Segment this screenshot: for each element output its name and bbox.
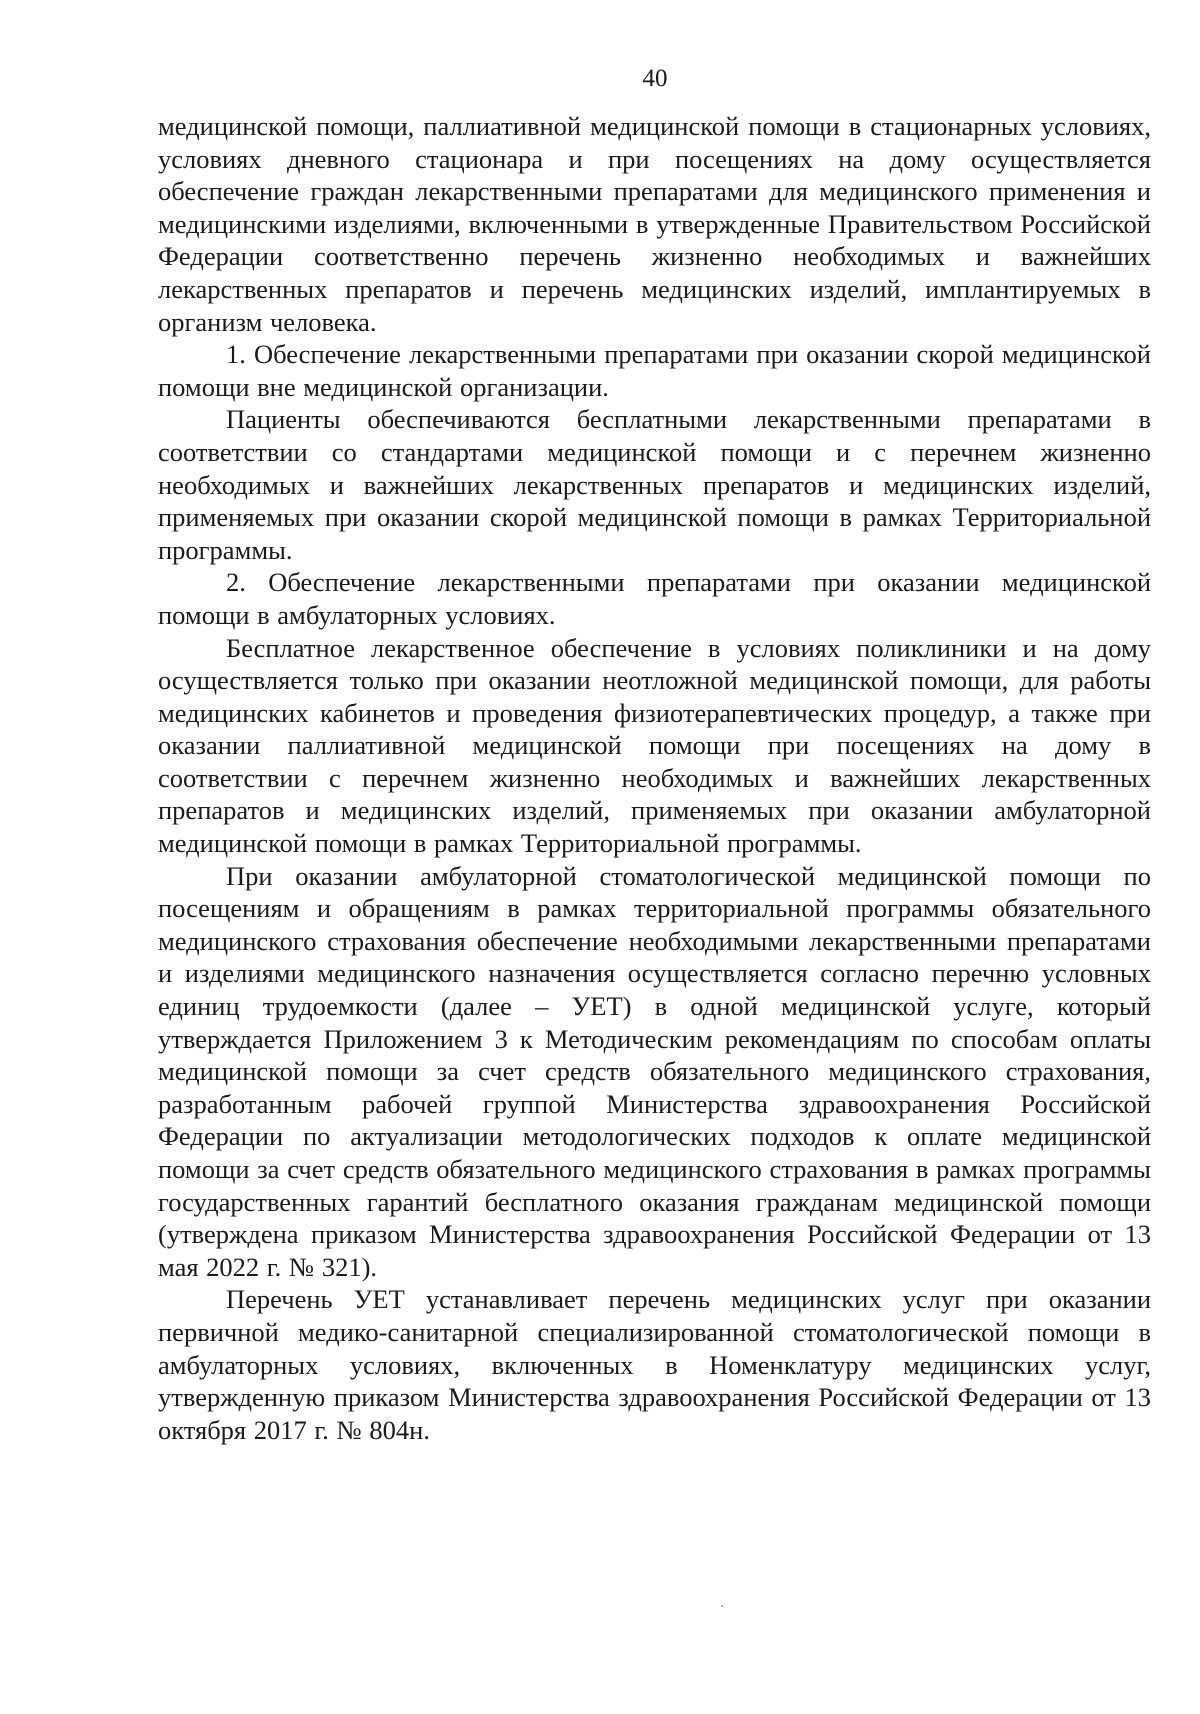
paragraph: медицинской помощи, паллиативной медицинской помощи в стационарных условиях, условиях дневного стационара и при посещениях на дому осуществляется обеспечение граждан лекарственными препаратами для медицинского применения и медицинскими изделиями, включенными в утвержденные Правительством Российской Федерации соответственно перечень жизненно необходимых и важнейших лекарственных препаратов и перечень медицинских изделий, имплантируемых в организм человека. <box>158 111 1151 337</box>
scan-speck <box>721 1605 723 1607</box>
document-body <box>158 110 1151 1446</box>
paragraph: При оказании амбулаторной стоматологической медицинской помощи по посещениям и обращениям в рамках территориальной программы обязательного медицинского страхования обеспечение необходимыми лекарственными препаратами и изделиями медицинского назначения осуществляется согласно перечню условных единиц трудоемкости (далее – УЕТ) в одной медицинской услуге, который утверждается Приложением 3 к Методическим рекомендациям по способам оплаты медицинской помощи за счет средств обязательного медицинского страхования, разработанным рабочей группой Министерства здравоохранения Российской Федерации по актуализации методологических подходов к оплате медицинской помощи за счет средств обязательного медицинского страхования в рамках программы государственных гарантий бесплатного оказания гражданам медицинской помощи (утверждена приказом Министерства здравоохранения Российской Федерации от 13 мая 2022 г. № 321). <box>158 860 1151 1282</box>
paragraph: Перечень УЕТ устанавливает перечень медицинских услуг при оказании первичной медико-санитарной специализированной стоматологической помощи в амбулаторных условиях, включенных в Номенклатуру медицинских услуг, утвержденную приказом Министерства здравоохранения Российской Федерации от 13 октября 2017 г. № 804н. <box>158 1284 1151 1445</box>
paragraph: 1. Обеспечение лекарственными препаратами при оказании скорой медицинской помощи вне медицинской организации. <box>158 339 1151 402</box>
paragraph: 2. Обеспечение лекарственными препаратами при оказании медицинской помощи в амбулаторных условиях. <box>158 567 1151 630</box>
paragraph: Пациенты обеспечиваются бесплатными лекарственными препаратами в соответствии со стандартами медицинской помощи и с перечнем жизненно необходимых и важнейших лекарственных препаратов и медицинских изделий, применяемых при оказании скорой медицинской помощи в рамках Территориальной программы. <box>158 404 1151 565</box>
page-number: 40 <box>642 65 668 92</box>
paragraph: Бесплатное лекарственное обеспечение в условиях поликлиники и на дому осуществляется только при оказании неотложной медицинской помощи, для работы медицинских кабинетов и проведения физиотерапевтических процедур, а также при оказании паллиативной медицинской помощи при посещениях на дому в соответствии с перечнем жизненно необходимых и важнейших лекарственных препаратов и медицинских изделий, применяемых при оказании амбулаторной медицинской помощи в рамках Территориальной программы. <box>158 632 1151 859</box>
